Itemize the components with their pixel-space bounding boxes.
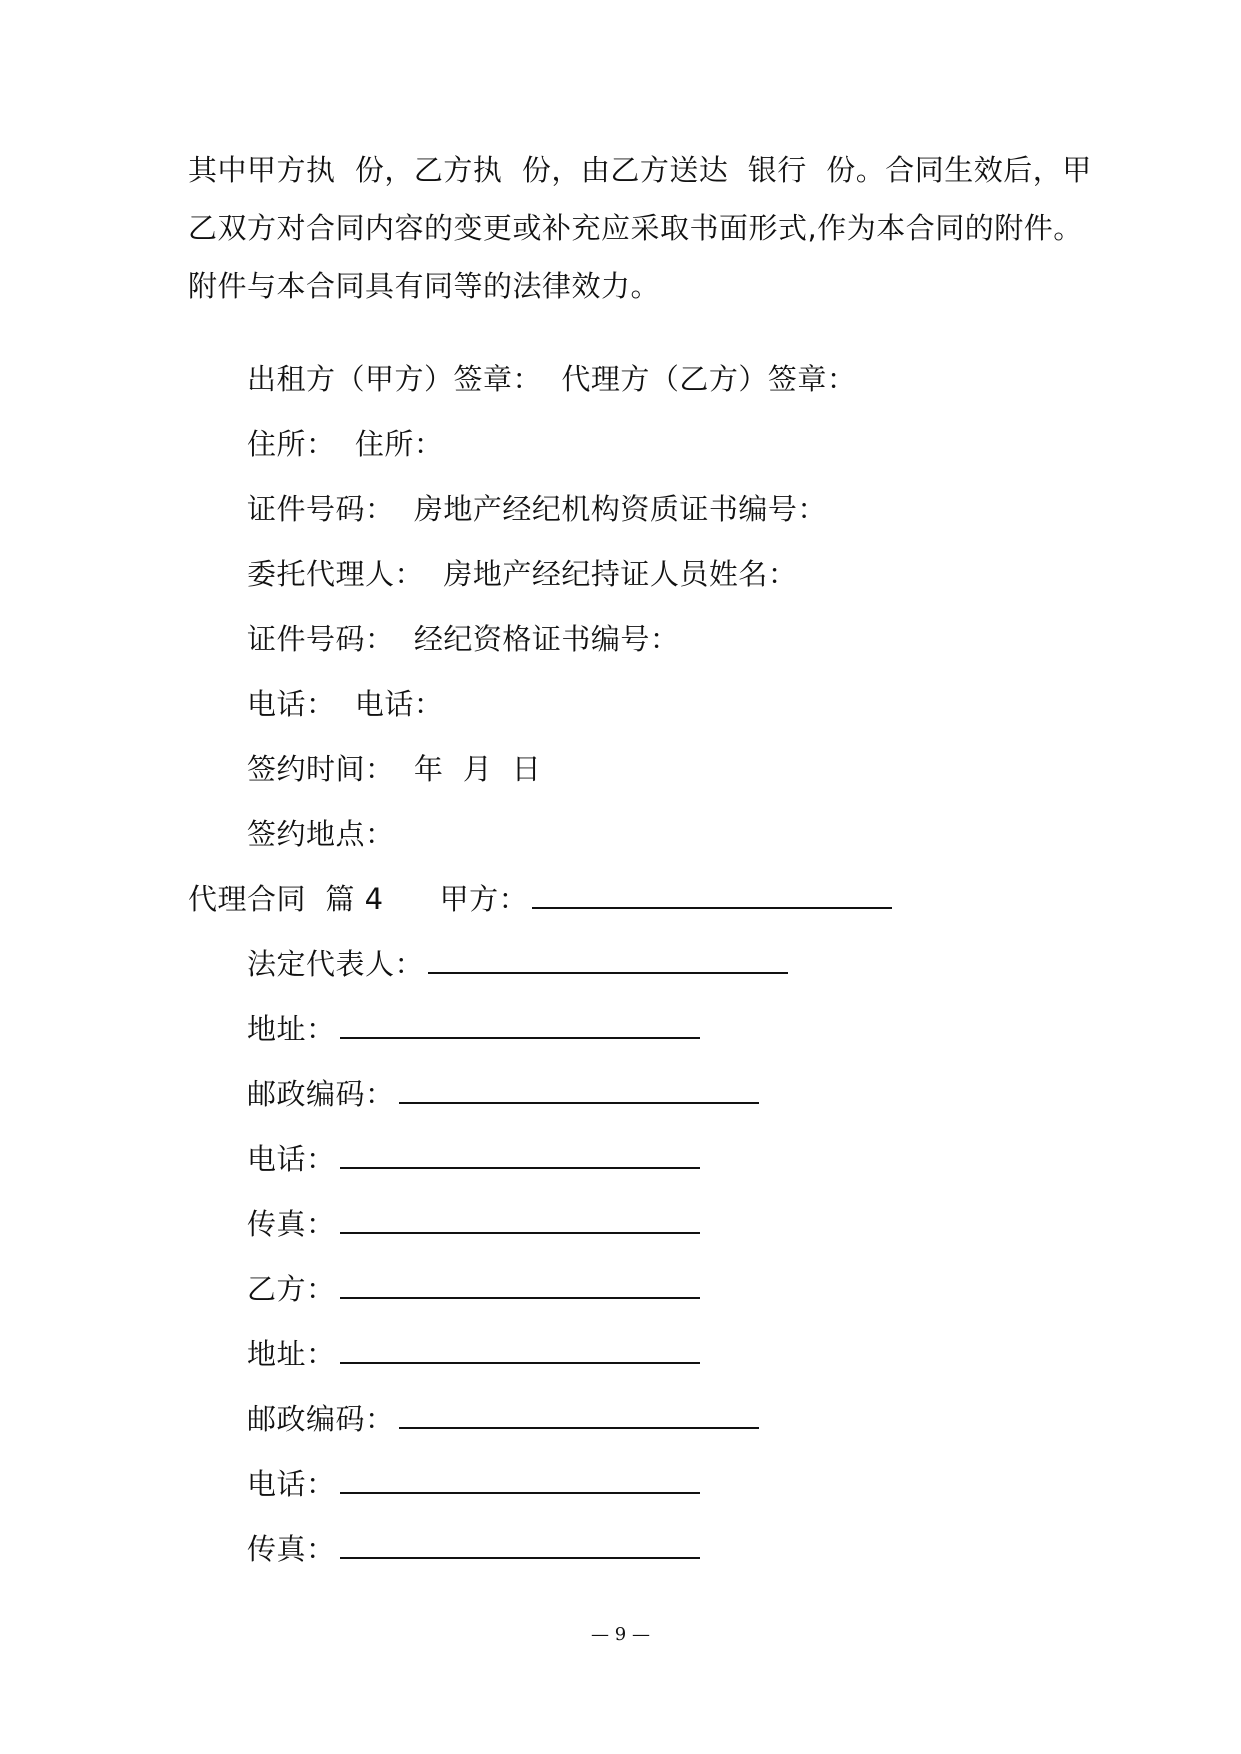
field-party-a-address [247,1009,700,1049]
field-party-a-postcode [247,1074,759,1114]
closing-paragraph-line-1: 其中甲方执 份，乙方执 份，由乙方送达 银行 份。合同生效后，甲 [188,153,1092,187]
field-blank [340,1141,700,1169]
field-party-b [247,1269,700,1309]
field-party-b-phone [247,1464,700,1504]
field-blank [340,1466,700,1494]
field-label: 传真： [247,1207,336,1241]
field-label: 地址： [247,1012,336,1046]
field-blank [340,1271,700,1299]
closing-paragraph-line-3: 附件与本合同具有同等的法律效力。 [188,269,661,303]
field-label: 法定代表人： [247,947,425,981]
field-party-a-fax [247,1204,700,1244]
field-party-a-phone [247,1139,700,1179]
field-party-b-postcode [247,1399,759,1439]
field-blank [340,1011,700,1039]
field-label: 电话： [247,1142,336,1176]
contract-4-heading [188,879,892,919]
signature-line-address: 住所： 住所： [247,427,444,461]
contract-4-title: 代理合同 篇 4 [188,882,384,916]
field-label: 邮政编码： [247,1402,395,1436]
party-a-label: 甲方： [439,882,529,916]
signature-line-id-number: 证件号码： 房地产经纪机构资质证书编号： [247,492,827,526]
field-blank [340,1206,700,1234]
field-blank [340,1531,700,1559]
signature-line-phone: 电话： 电话： [247,687,444,721]
signature-line-place: 签约地点： [247,817,395,851]
field-blank [340,1336,700,1364]
field-label: 电话： [247,1467,336,1501]
field-blank [428,946,788,974]
field-party-b-address [247,1334,700,1374]
field-label: 乙方： [247,1272,336,1306]
field-legal-representative [247,944,788,984]
party-a-blank [532,881,892,909]
field-label: 邮政编码： [247,1077,395,1111]
field-label: 地址： [247,1337,336,1371]
signature-line-cert-number: 证件号码： 经纪资格证书编号： [247,622,680,656]
signature-line-agent: 委托代理人： 房地产经纪持证人员姓名： [247,557,798,591]
page-number: — 9 — [591,1624,650,1645]
signature-line-parties: 出租方（甲方）签章： 代理方（乙方）签章： [247,362,857,396]
field-label: 传真： [247,1532,336,1566]
signature-line-date: 签约时间： 年 月 日 [247,752,542,786]
field-party-b-fax [247,1529,700,1569]
field-blank [399,1076,759,1104]
closing-paragraph-line-2: 乙双方对合同内容的变更或补充应采取书面形式,作为本合同的附件。 [188,211,1083,245]
field-blank [399,1401,759,1429]
